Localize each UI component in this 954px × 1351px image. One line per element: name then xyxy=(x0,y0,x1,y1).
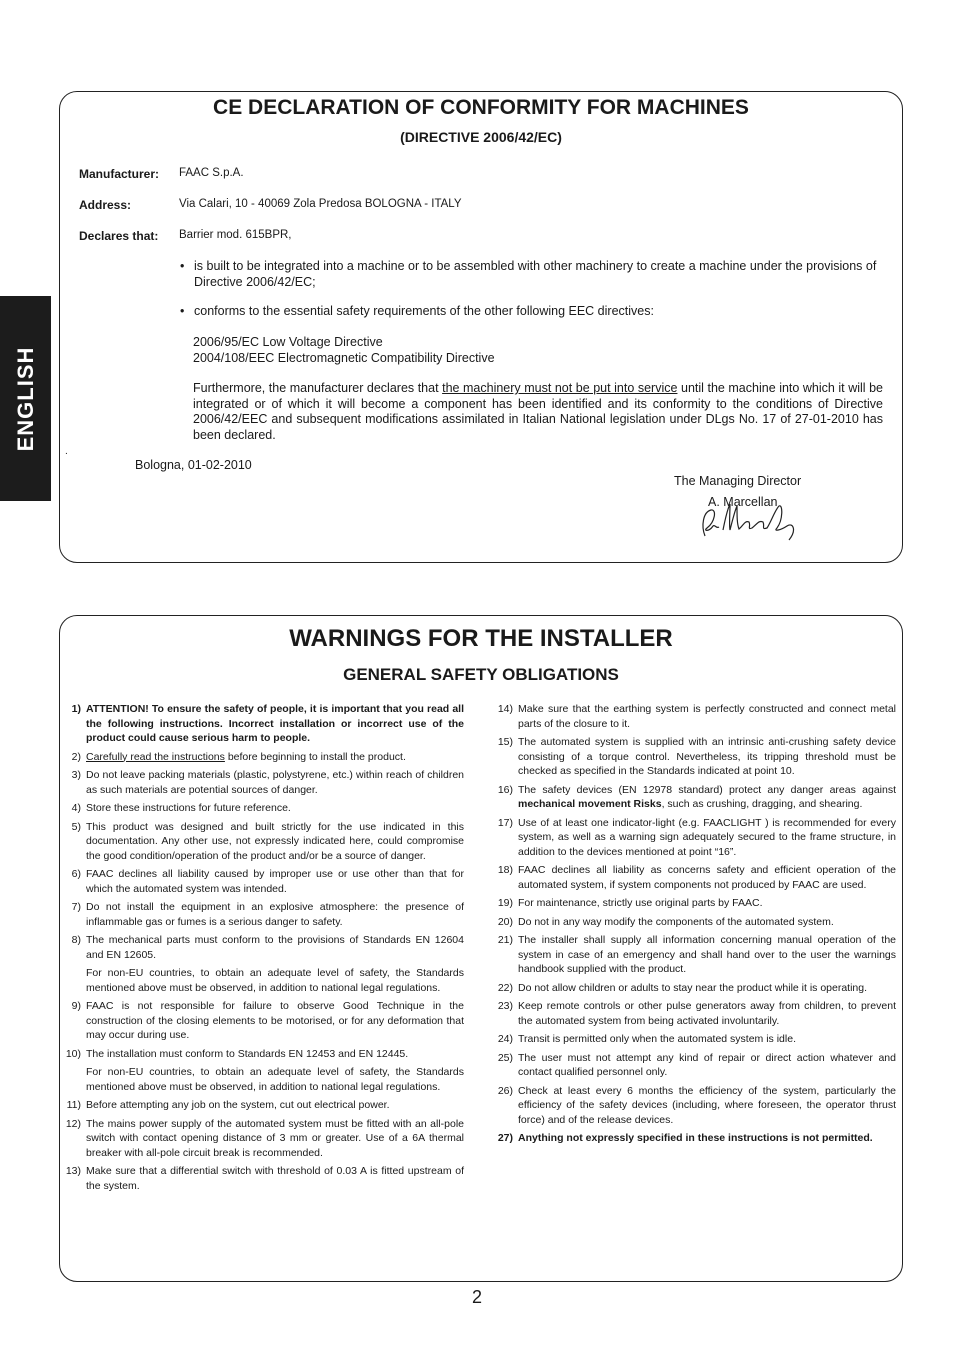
item-text: Keep remote controls or other pulse generators away from children, to prevent the automated system from being activated involuntarily. xyxy=(518,1000,896,1027)
item-number: 23) xyxy=(497,1000,513,1012)
item-number: 3) xyxy=(71,769,81,781)
warnings-subtitle: GENERAL SAFETY OBLIGATIONS xyxy=(343,665,619,684)
warning-item xyxy=(64,768,464,797)
item-number: 6) xyxy=(71,868,81,880)
item-number: 15) xyxy=(497,736,513,748)
item-number: 9) xyxy=(71,1000,81,1012)
warnings-column-right xyxy=(496,702,896,1150)
director-title: The Managing Director xyxy=(674,474,802,488)
page-number: 2 xyxy=(471,1287,482,1307)
item-text: The automated system is supplied with an intrinsic anti-crushing safety device consisting of a torque control. Nevertheless, its tripping threshold must be checked as specified in the Standards indicated at point 10. xyxy=(518,736,896,777)
item-text: Before attempting any job on the system, cut out electrical power. xyxy=(86,1099,390,1111)
warning-item xyxy=(496,999,896,1028)
item-text: This product was designed and built strictly for the use indicated in this documentation. Any other use, not expressly indicated here, could compromise the good condition/operation of the product and/or be a source of danger. xyxy=(86,820,464,862)
item-text: Store these instructions for future reference. xyxy=(86,802,291,814)
ce-declaration-box xyxy=(59,91,903,563)
item-number: 26) xyxy=(497,1084,513,1097)
item-number: 2) xyxy=(71,750,81,763)
warning-item xyxy=(496,1131,896,1146)
item-text: Make sure that a differential switch with threshold of 0.03 A is fitted upstream of the system. xyxy=(86,1165,464,1192)
item-number: 16) xyxy=(497,783,513,796)
item-text-underlined: Carefully read the instructions xyxy=(86,750,225,763)
item-text: FAAC declines all liability caused by improper use or use other than that for which the automated system was intended. xyxy=(86,868,464,895)
item-text: Anything not expressly specified in these instructions is not permitted. xyxy=(518,1132,873,1144)
furthermore-paragraph xyxy=(193,381,883,443)
item-number: 18) xyxy=(497,864,513,876)
item-text: Use of at least one indicator-light (e.g. FAACLIGHT ) is recommended for every system, as well as a warning sign adequately secured to the frame structure, in addition to the devices mentioned at point “16”. xyxy=(518,816,896,858)
warning-item xyxy=(496,896,896,911)
declares-label: Declares that: xyxy=(79,229,159,243)
item-text: The user must not attempt any kind of repair or direct action whatever and contact qualified personnel only. xyxy=(518,1051,896,1078)
warning-item xyxy=(64,867,464,896)
warning-item xyxy=(496,816,896,860)
item-number: 17) xyxy=(497,816,513,829)
manufacturer-label: Manufacturer: xyxy=(79,167,160,181)
item-number: 24) xyxy=(497,1033,513,1045)
item-number: 7) xyxy=(71,901,81,913)
signature-image xyxy=(697,496,802,544)
item-text: Do not install the equipment in an explosive atmosphere: the presence of inflammable gas or fumes is a serious danger to safety. xyxy=(86,901,464,928)
item-number: 1) xyxy=(71,703,81,715)
item-text: ATTENTION! To ensure the safety of people, it is important that you read all the following instructions. Incorrect installation or incorrect use of the product could cause serious harm to people. xyxy=(86,703,464,744)
item-text-bold: mechanical movement Risks xyxy=(518,798,662,810)
declaration-bullet-2: • conforms to the essential safety requirements of the other following EEC directives: xyxy=(180,304,883,320)
item-number: 13) xyxy=(65,1165,81,1177)
item-number: 21) xyxy=(497,934,513,946)
furthermore-underlined: the machinery must not be put into service xyxy=(442,381,678,395)
item-number: 19) xyxy=(497,897,513,909)
item-text: before beginning to install the product. xyxy=(224,750,406,763)
ce-subtitle: (DIRECTIVE 2006/42/EC) xyxy=(400,129,562,145)
item-text: Do not in any way modify the components of the automated system. xyxy=(518,915,834,928)
warning-item xyxy=(64,933,464,995)
warning-item xyxy=(64,820,464,864)
item-number: 14) xyxy=(497,703,513,715)
item-text: The mechanical parts must conform to the provisions of Standards EN 12604 and EN 12605. xyxy=(86,934,464,961)
warning-item xyxy=(496,981,896,996)
item-text: FAAC declines all liability as concerns safety and efficient operation of the automated system, if system components not produced by FAAC are used. xyxy=(518,864,896,891)
warning-item xyxy=(64,1164,464,1193)
item-text: Transit is permitted only when the automated system is idle. xyxy=(518,1033,796,1045)
directive-list xyxy=(193,335,883,366)
place-date: Bologna, 01-02-2010 xyxy=(135,458,252,472)
item-text: Do not allow children or adults to stay near the product while it is operating. xyxy=(518,981,868,994)
item-continuation: For non-EU countries, to obtain an adequate level of safety, the Standards mentioned above must be observed, in addition to national legal regulations. xyxy=(86,967,464,994)
item-text: For maintenance, strictly use original parts by FAAC. xyxy=(518,897,763,909)
warning-item xyxy=(64,900,464,929)
item-text: Do not leave packing materials (plastic, polystyrene, etc.) within reach of children as such materials are potential sources of danger. xyxy=(86,769,464,796)
item-text-rest: , such as crushing, dragging, and shearing. xyxy=(661,798,863,810)
item-number: 12) xyxy=(65,1117,81,1130)
warning-item xyxy=(496,1051,896,1080)
item-number: 27) xyxy=(497,1132,513,1144)
stray-dot: . xyxy=(65,446,68,457)
warning-item xyxy=(64,999,464,1043)
item-text: Make sure that the earthing system is perfectly constructed and connect metal parts of the closure to it. xyxy=(518,703,896,730)
item-number: 5) xyxy=(71,820,81,833)
warnings-column-left xyxy=(64,702,464,1197)
warning-item xyxy=(496,1084,896,1128)
item-text: Check at least every 6 months the efficiency of the system, particularly the efficiency of the safety devices (including, where foreseen, the operator thrust force) and of the release devices. xyxy=(518,1084,896,1126)
furthermore-text-rest: until the machine into which it will be integrated or of which it will become a component has been identified and its conformity to the conditions of Directive 2006/42/EEC and subsequent modifications assimilated in Italian National legislation under DLgs No. 17 of 27-01-2010 has been declared. xyxy=(193,381,883,442)
declares-value: Barrier mod. 615BPR, xyxy=(179,229,292,241)
item-text: The installer shall supply all information concerning manual operation of the system in case of an emergency and shall hand over to the user the warnings handbook supplied with the product. xyxy=(518,934,896,975)
item-number: 25) xyxy=(497,1051,513,1064)
item-number: 4) xyxy=(71,802,81,814)
warning-item xyxy=(64,702,464,746)
item-number: 11) xyxy=(66,1099,81,1111)
address-value: Via Calari, 10 - 40069 Zola Predosa BOLOGNA - ITALY xyxy=(179,198,462,210)
item-text: The mains power supply of the automated system must be fitted with an all-pole switch with contact opening distance of 3 mm or greater. Use of a 6A thermal breaker with all-pole circuit break is recommended. xyxy=(86,1117,464,1159)
warning-item xyxy=(64,801,464,816)
furthermore-text: Furthermore, the manufacturer declares that xyxy=(193,381,443,395)
warning-item xyxy=(64,1098,464,1113)
warning-item xyxy=(496,735,896,779)
warning-item xyxy=(496,1032,896,1047)
item-number: 20) xyxy=(497,915,513,928)
item-number: 8) xyxy=(71,934,81,946)
warning-item xyxy=(64,1047,464,1095)
warning-item xyxy=(64,1117,464,1161)
item-continuation: For non-EU countries, to obtain an adequate level of safety, the Standards mentioned above must be observed, in addition to national legal regulations. xyxy=(86,1066,464,1093)
ce-title: CE DECLARATION OF CONFORMITY FOR MACHINES xyxy=(213,96,749,119)
warning-item xyxy=(496,915,896,930)
language-tab xyxy=(0,296,51,501)
language-label: ENGLISH xyxy=(12,346,38,451)
warnings-box xyxy=(59,615,903,1282)
warning-item xyxy=(496,933,896,977)
warnings-title: WARNINGS FOR THE INSTALLER xyxy=(289,625,673,652)
director-name: A. Marcellan xyxy=(708,495,778,509)
warning-item xyxy=(64,750,464,765)
manufacturer-value: FAAC S.p.A. xyxy=(179,167,244,179)
item-number: 22) xyxy=(497,981,513,994)
warning-item xyxy=(496,783,896,812)
item-text: FAAC is not responsible for failure to observe Good Technique in the construction of the closing elements to be motorised, or for any deformation that may occur during use. xyxy=(86,1000,464,1041)
address-label: Address: xyxy=(79,198,132,212)
warning-item xyxy=(496,863,896,892)
declaration-bullet-1: • is built to be integrated into a machine or to be assembled with other machinery to create a machine under the provisions of Directive 2006/42/EC; xyxy=(180,259,883,290)
warning-item xyxy=(496,702,896,731)
item-text: The installation must conform to Standards EN 12453 and EN 12445. xyxy=(86,1047,409,1060)
directive-low-voltage: 2006/95/EC Low Voltage Directive xyxy=(193,335,383,349)
directive-emc: 2004/108/EEC Electromagnetic Compatibility Directive xyxy=(193,350,495,365)
item-number: 10) xyxy=(65,1047,81,1060)
item-text: The safety devices (EN 12978 standard) protect any danger areas against xyxy=(518,783,896,796)
